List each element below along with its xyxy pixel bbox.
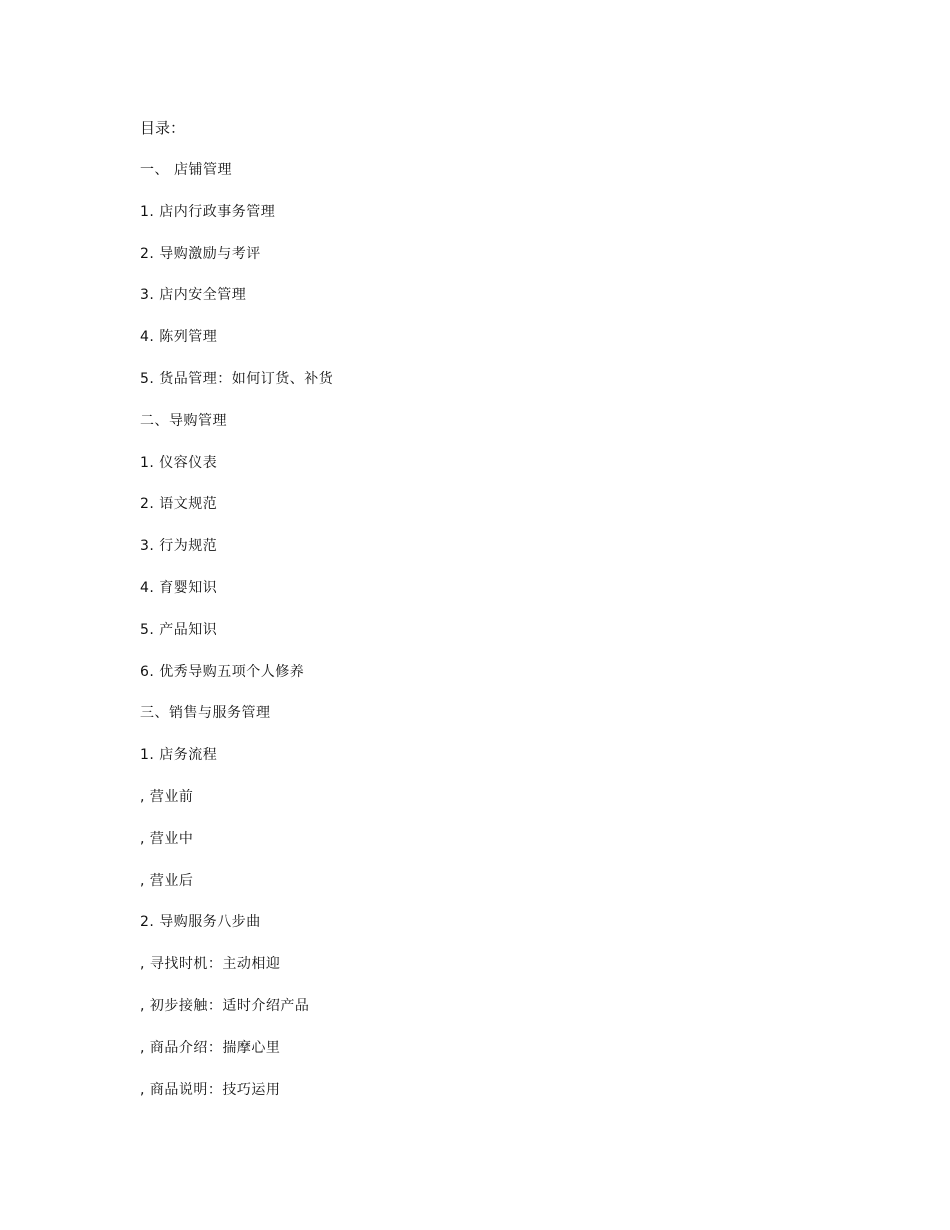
toc-item: 5. 产品知识 — [140, 621, 218, 638]
toc-item: 3. 店内安全管理 — [140, 287, 247, 304]
toc-item: 1. 店内行政事务管理 — [140, 203, 276, 220]
toc-item: 5. 货品管理：如何订货、补货 — [140, 370, 334, 387]
toc-item: 4. 育婴知识 — [140, 579, 218, 596]
toc-item: 4. 陈列管理 — [140, 329, 218, 346]
toc-item: 6. 优秀导购五项个人修养 — [140, 663, 305, 680]
toc-subitem: , 商品说明：技巧运用 — [140, 1081, 281, 1098]
toc-section-guide-management: 二、导购管理 — [140, 412, 227, 429]
toc-section-store-management: 一、 店铺管理 — [140, 162, 232, 178]
toc-item: 1. 仪容仪表 — [140, 454, 218, 471]
document-page — [140, 116, 900, 1121]
toc-item: 2. 语文规范 — [140, 496, 218, 513]
toc-subitem: , 营业后 — [140, 872, 194, 889]
toc-item: 2. 导购激励与考评 — [140, 245, 261, 262]
toc-section-sales-service-management: 三、销售与服务管理 — [140, 705, 271, 722]
toc-item: 2. 导购服务八步曲 — [140, 914, 261, 931]
toc-subitem: , 初步接触：适时介绍产品 — [140, 997, 310, 1014]
toc-title: 目录： — [140, 119, 186, 137]
toc-subitem: , 营业前 — [140, 788, 194, 805]
toc-item: 1. 店务流程 — [140, 747, 218, 764]
toc-subitem: , 营业中 — [140, 830, 194, 847]
toc-subitem: , 寻找时机：主动相迎 — [140, 956, 281, 973]
toc-subitem: , 商品介绍：揣摩心里 — [140, 1039, 281, 1056]
toc-list — [140, 160, 900, 1100]
toc-item: 3. 行为规范 — [140, 538, 218, 555]
